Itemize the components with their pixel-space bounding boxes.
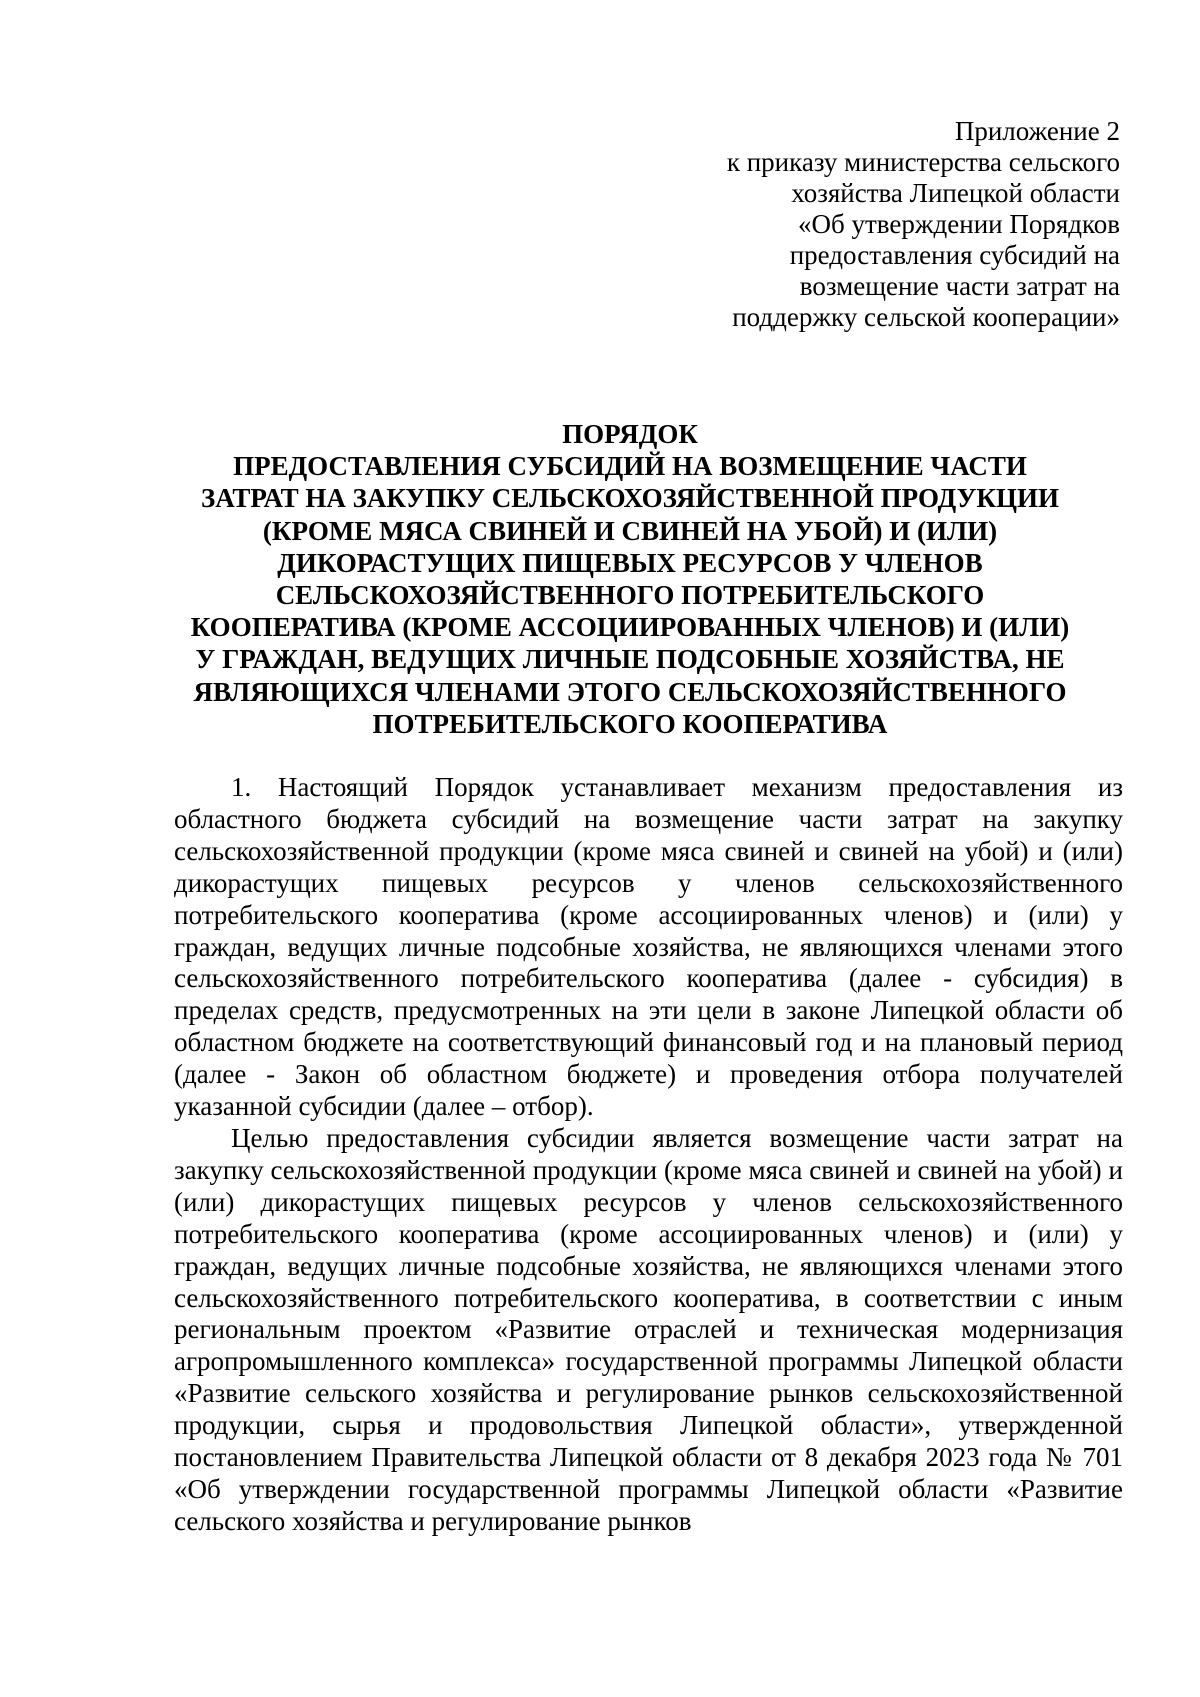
title-line: ПРЕДОСТАВЛЕНИЯ СУБСИДИЙ НА ВОЗМЕЩЕНИЕ ЧАСТИ	[233, 451, 1027, 482]
document-title	[150, 418, 1110, 740]
title-line: У ГРАЖДАН, ВЕДУЩИХ ЛИЧНЫЕ ПОДСОБНЫЕ ХОЗЯЙСТВА, НЕ	[195, 644, 1065, 675]
appendix-line: предоставления субсидий на	[789, 240, 1120, 270]
title-line: ЯВЛЯЮЩИХСЯ ЧЛЕНАМИ ЭТОГО СЕЛЬСКОХОЗЯЙСТВЕННОГО	[193, 676, 1067, 707]
title-line: КООПЕРАТИВА (КРОМЕ АССОЦИИРОВАННЫХ ЧЛЕНОВ) И (ИЛИ)	[190, 612, 1070, 643]
body-paragraph-2: Целью предоставления субсидии является возмещение части затрат на закупку сельскохозяйственной продукции (кроме мяса свиней и свиней на убой) и (или) дикорастущих пищевых ресурсов у членов сельскохозяйственного потребительского кооператива (кроме ассоциированных членов) и (или) у граждан, ведущих личные подсобные хозяйства, не являющихся членами этого сельскохозяйственного потребительского кооператива, в соответствии с иным региональным проектом «Развитие отраслей и техническая модернизация агропромышленного комплекса» государственной программы Липецкой области «Развитие сельского хозяйства и регулирование рынков сельскохозяйственной продукции, сырья и продовольствия Липецкой области», утвержденной постановлением Правительства Липецкой области от 8 декабря 2023 года № 701 «Об утверждении государственной программы Липецкой области «Развитие сельского хозяйства и регулирование рынков	[174, 1122, 1123, 1536]
title-line: ДИКОРАСТУЩИХ ПИЩЕВЫХ РЕСУРСОВ У ЧЛЕНОВ	[277, 547, 983, 578]
title-line: ПОРЯДОК	[562, 419, 698, 449]
title-line: (КРОМЕ МЯСА СВИНЕЙ И СВИНЕЙ НА УБОЙ) И (ИЛИ)	[262, 515, 998, 546]
appendix-line: Приложение 2	[954, 116, 1120, 146]
document-body	[174, 772, 1123, 1538]
title-line: ПОТРЕБИТЕЛЬСКОГО КООПЕРАТИВА	[372, 708, 888, 739]
appendix-line: возмещение части затрат на	[799, 271, 1120, 301]
appendix-line: хозяйства Липецкой области	[791, 178, 1120, 208]
appendix-line: «Об утверждении Порядков	[798, 209, 1120, 239]
body-paragraph-1: 1. Настоящий Порядок устанавливает механизм предоставления из областного бюджета субсидий на возмещение части затрат на закупку сельскохозяйственной продукции (кроме мяса свиней и свиней на убой) и (или) дикорастущих пищевых ресурсов у членов сельскохозяйственного потребительского кооператива (кроме ассоциированных членов) и (или) у граждан, ведущих личные подсобные хозяйства, не являющихся членами этого сельскохозяйственного потребительского кооператива (далее - субсидия) в пределах средств, предусмотренных на эти цели в законе Липецкой области об областном бюджете на соответствующий финансовый год и на плановый период (далее - Закон об областном бюджете) и проведения отбора получателей указанной субсидии (далее – отбор).	[174, 772, 1123, 1122]
appendix-header	[660, 116, 1120, 333]
title-line: ЗАТРАТ НА ЗАКУПКУ СЕЛЬСКОХОЗЯЙСТВЕННОЙ ПРОДУКЦИИ	[201, 483, 1059, 514]
appendix-line: к приказу министерства сельского	[726, 147, 1120, 177]
appendix-line: поддержку сельской кооперации»	[732, 302, 1120, 332]
title-line: СЕЛЬСКОХОЗЯЙСТВЕННОГО ПОТРЕБИТЕЛЬСКОГО	[275, 580, 985, 611]
